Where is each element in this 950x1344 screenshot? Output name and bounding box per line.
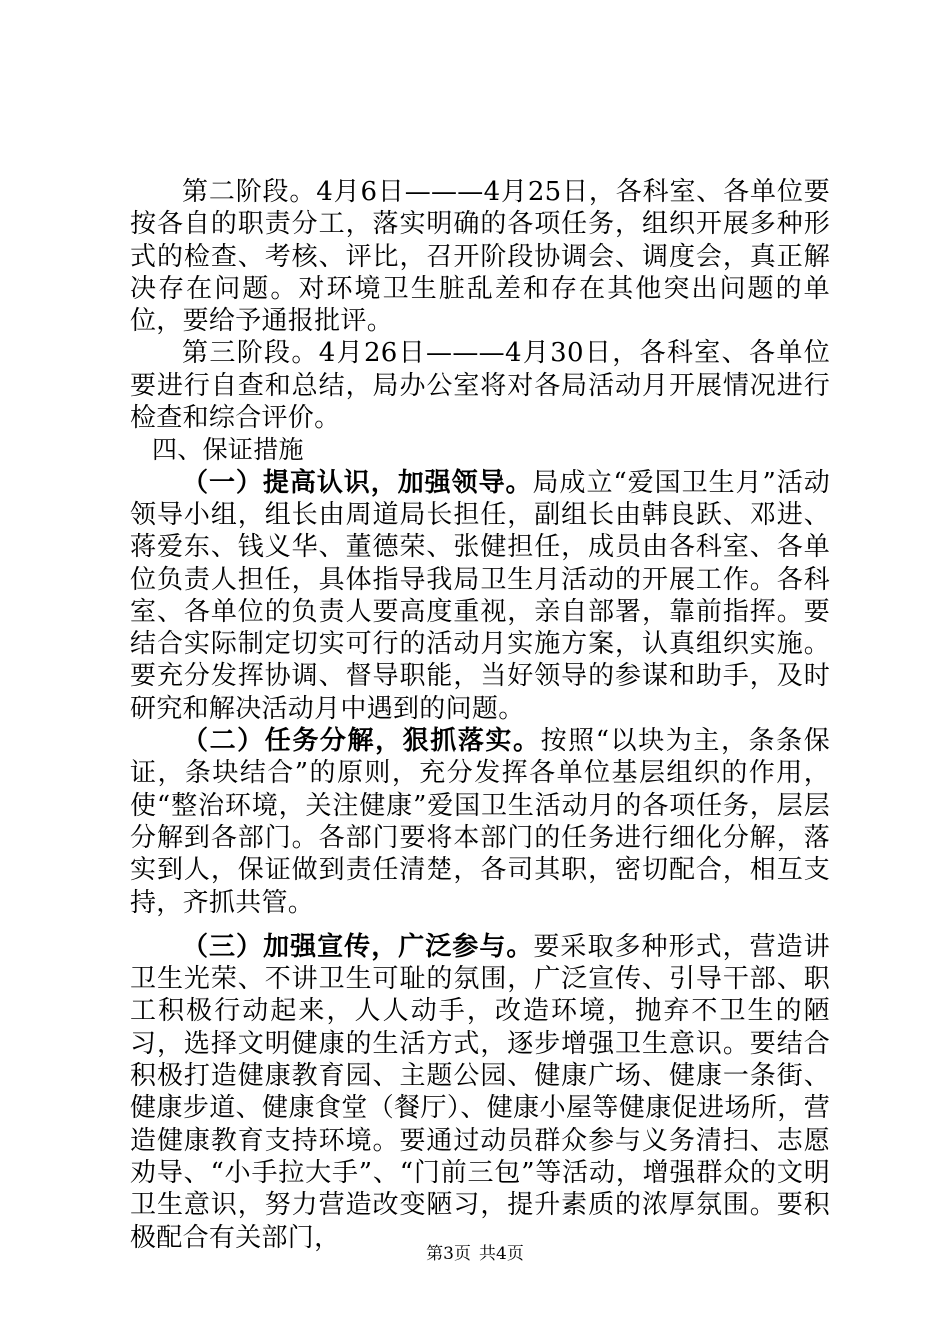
page-total: 共4页 <box>479 1244 524 1264</box>
paragraph-stage-three: 第三阶段。4月26日———4月30日，各科室、各单位要进行自查和总结，局办公室将对各局活动月开展情况进行检查和综合评价。 <box>130 338 830 434</box>
subheading-measure-three: （三）加强宣传，广泛参与。 <box>182 931 534 962</box>
subheading-measure-one: （一）提高认识，加强领导。 <box>182 467 533 498</box>
paragraph-measure-one <box>130 467 830 725</box>
page-number: 第3页 <box>426 1244 471 1264</box>
section-heading-guarantee: 四、保证措施 <box>152 435 304 465</box>
page-footer <box>0 1244 950 1264</box>
document-body <box>130 176 830 1254</box>
paragraph-measure-three-text: 要采取多种形式，营造讲卫生光荣、不讲卫生可耻的氛围，广泛宣传、引导干部、职工积极行动起来，人人动手，改造环境，抛弃不卫生的陋习，选择文明健康的生活方式，逐步增强卫生意识。要结合积极打造健康教育园、主题公园、健康广场、健康一条街、健康步道、健康食堂（餐厅）、健康小屋等健康促进场所，营造健康教育支持环境。要通过动员群众参与义务清扫、志愿劝导、“小手拉大手”、“门前三包”等活动，增强群众的文明卫生意识，努力营造改变陋习，提升素质的浓厚氛围。要积极配合有关部门， <box>130 931 830 1253</box>
subheading-measure-two: （二）任务分解，狠抓落实。 <box>182 726 541 757</box>
paragraph-measure-three <box>130 931 830 1254</box>
paragraph-measure-two-text: 按照“以块为主，条条保证，条块结合”的原则，充分发挥各单位基层组织的作用，使“整治环境，关注健康”爱国卫生活动月的各项任务，层层分解到各部门。各部门要将本部门的任务进行细化分解，落实到人，保证做到责任清楚，各司其职，密切配合，相互支持，齐抓共管。 <box>130 726 830 918</box>
paragraph-measure-two <box>130 725 830 919</box>
paragraph-measure-one-text: 局成立“爱国卫生月”活动领导小组，组长由周道局长担任，副组长由韩良跃、邓进、蒋爱东、钱义华、董德荣、张健担任，成员由各科室、各单位负责人担任，具体指导我局卫生月活动的开展工作。各科室、各单位的负责人要高度重视，亲自部署，靠前指挥。要结合实际制定切实可行的活动月实施方案，认真组织实施。要充分发挥协调、督导职能，当好领导的参谋和助手，及时研究和解决活动月中遇到的问题。 <box>130 467 831 724</box>
paragraph-stage-two: 第二阶段。4月6日———4月25日，各科室、各单位要按各自的职责分工，落实明确的各项任务，组织开展多种形式的检查、考核、评比，召开阶段协调会、调度会，真正解决存在问题。对环境卫生脏乱差和存在其他突出问题的单位，要给予通报批评。 <box>130 177 830 337</box>
